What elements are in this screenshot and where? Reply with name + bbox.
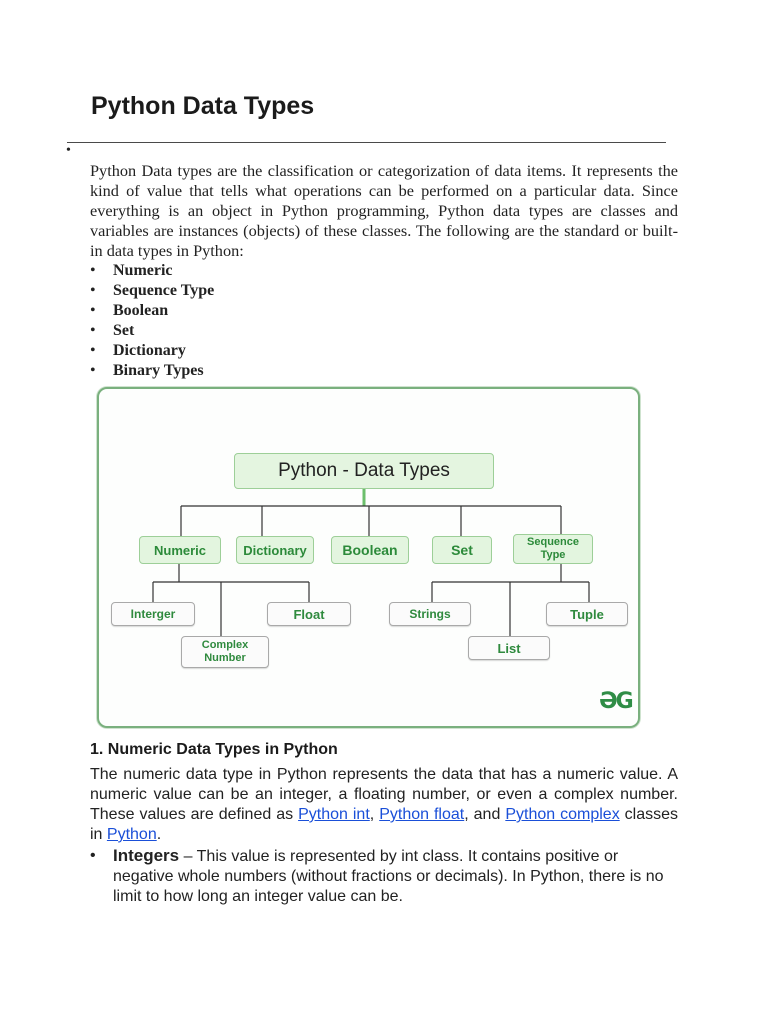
para-text: , and (464, 806, 506, 823)
integers-label: Integers (113, 846, 180, 865)
data-types-list (90, 261, 214, 381)
node-float: Float (267, 602, 351, 626)
para-text: , (369, 806, 380, 823)
data-types-diagram (97, 387, 640, 728)
list-item: • Boolean (90, 301, 214, 321)
list-item (90, 846, 665, 907)
section-heading: 1. Numeric Data Types in Python (90, 741, 338, 758)
link-python-float[interactable]: Python float (379, 806, 465, 823)
node-numeric: Numeric (139, 536, 221, 564)
para-text: The numeric data type in Python represents the data that has a numeric value. A numeric value can be an integer, a floating number, or even a complex number. These values are defined as (90, 766, 678, 823)
node-boolean: Boolean (331, 536, 409, 564)
diagram-root-node: Python - Data Types (234, 453, 494, 489)
numeric-types-list (90, 846, 665, 907)
node-integer: Interger (111, 602, 195, 626)
node-list: List (468, 636, 550, 660)
node-sequence-type: Sequence Type (513, 534, 593, 564)
intro-paragraph: Python Data types are the classification or categorization of data items. It represents the kind of value that tells what operations can be performed on a particular data. Since everything is an object in Python programming, Python data types are classes and variables are instances (objects) of these classes. The following are the standard or built-in data types in Python: (90, 161, 678, 260)
list-item: • Numeric (90, 261, 214, 281)
integers-description: – This value is represented by int class. It contains positive or negative whole numbers (without fractions or decimals). In Python, there is no limit to how long an integer value can be. (113, 848, 664, 905)
numeric-paragraph (90, 765, 678, 845)
node-dictionary: Dictionary (236, 536, 314, 564)
geeksforgeeks-logo: ƏG (599, 689, 632, 714)
title-divider (67, 142, 666, 143)
para-text: . (156, 826, 162, 843)
list-item: • Dictionary (90, 341, 214, 361)
list-item: • Set (90, 321, 214, 341)
para-text: classes in (90, 806, 679, 843)
node-strings: Strings (389, 602, 471, 626)
list-item: • Sequence Type (90, 281, 214, 301)
node-set: Set (432, 536, 492, 564)
list-item: • Binary Types (90, 361, 214, 381)
page-title: Python Data Types (91, 92, 315, 120)
node-tuple: Tuple (546, 602, 628, 626)
node-complex-number: Complex Number (181, 636, 269, 668)
link-python[interactable]: Python (106, 826, 157, 843)
link-python-int[interactable]: Python int (298, 806, 370, 823)
empty-bullet: • (66, 143, 71, 158)
link-python-complex[interactable]: Python complex (505, 806, 620, 823)
